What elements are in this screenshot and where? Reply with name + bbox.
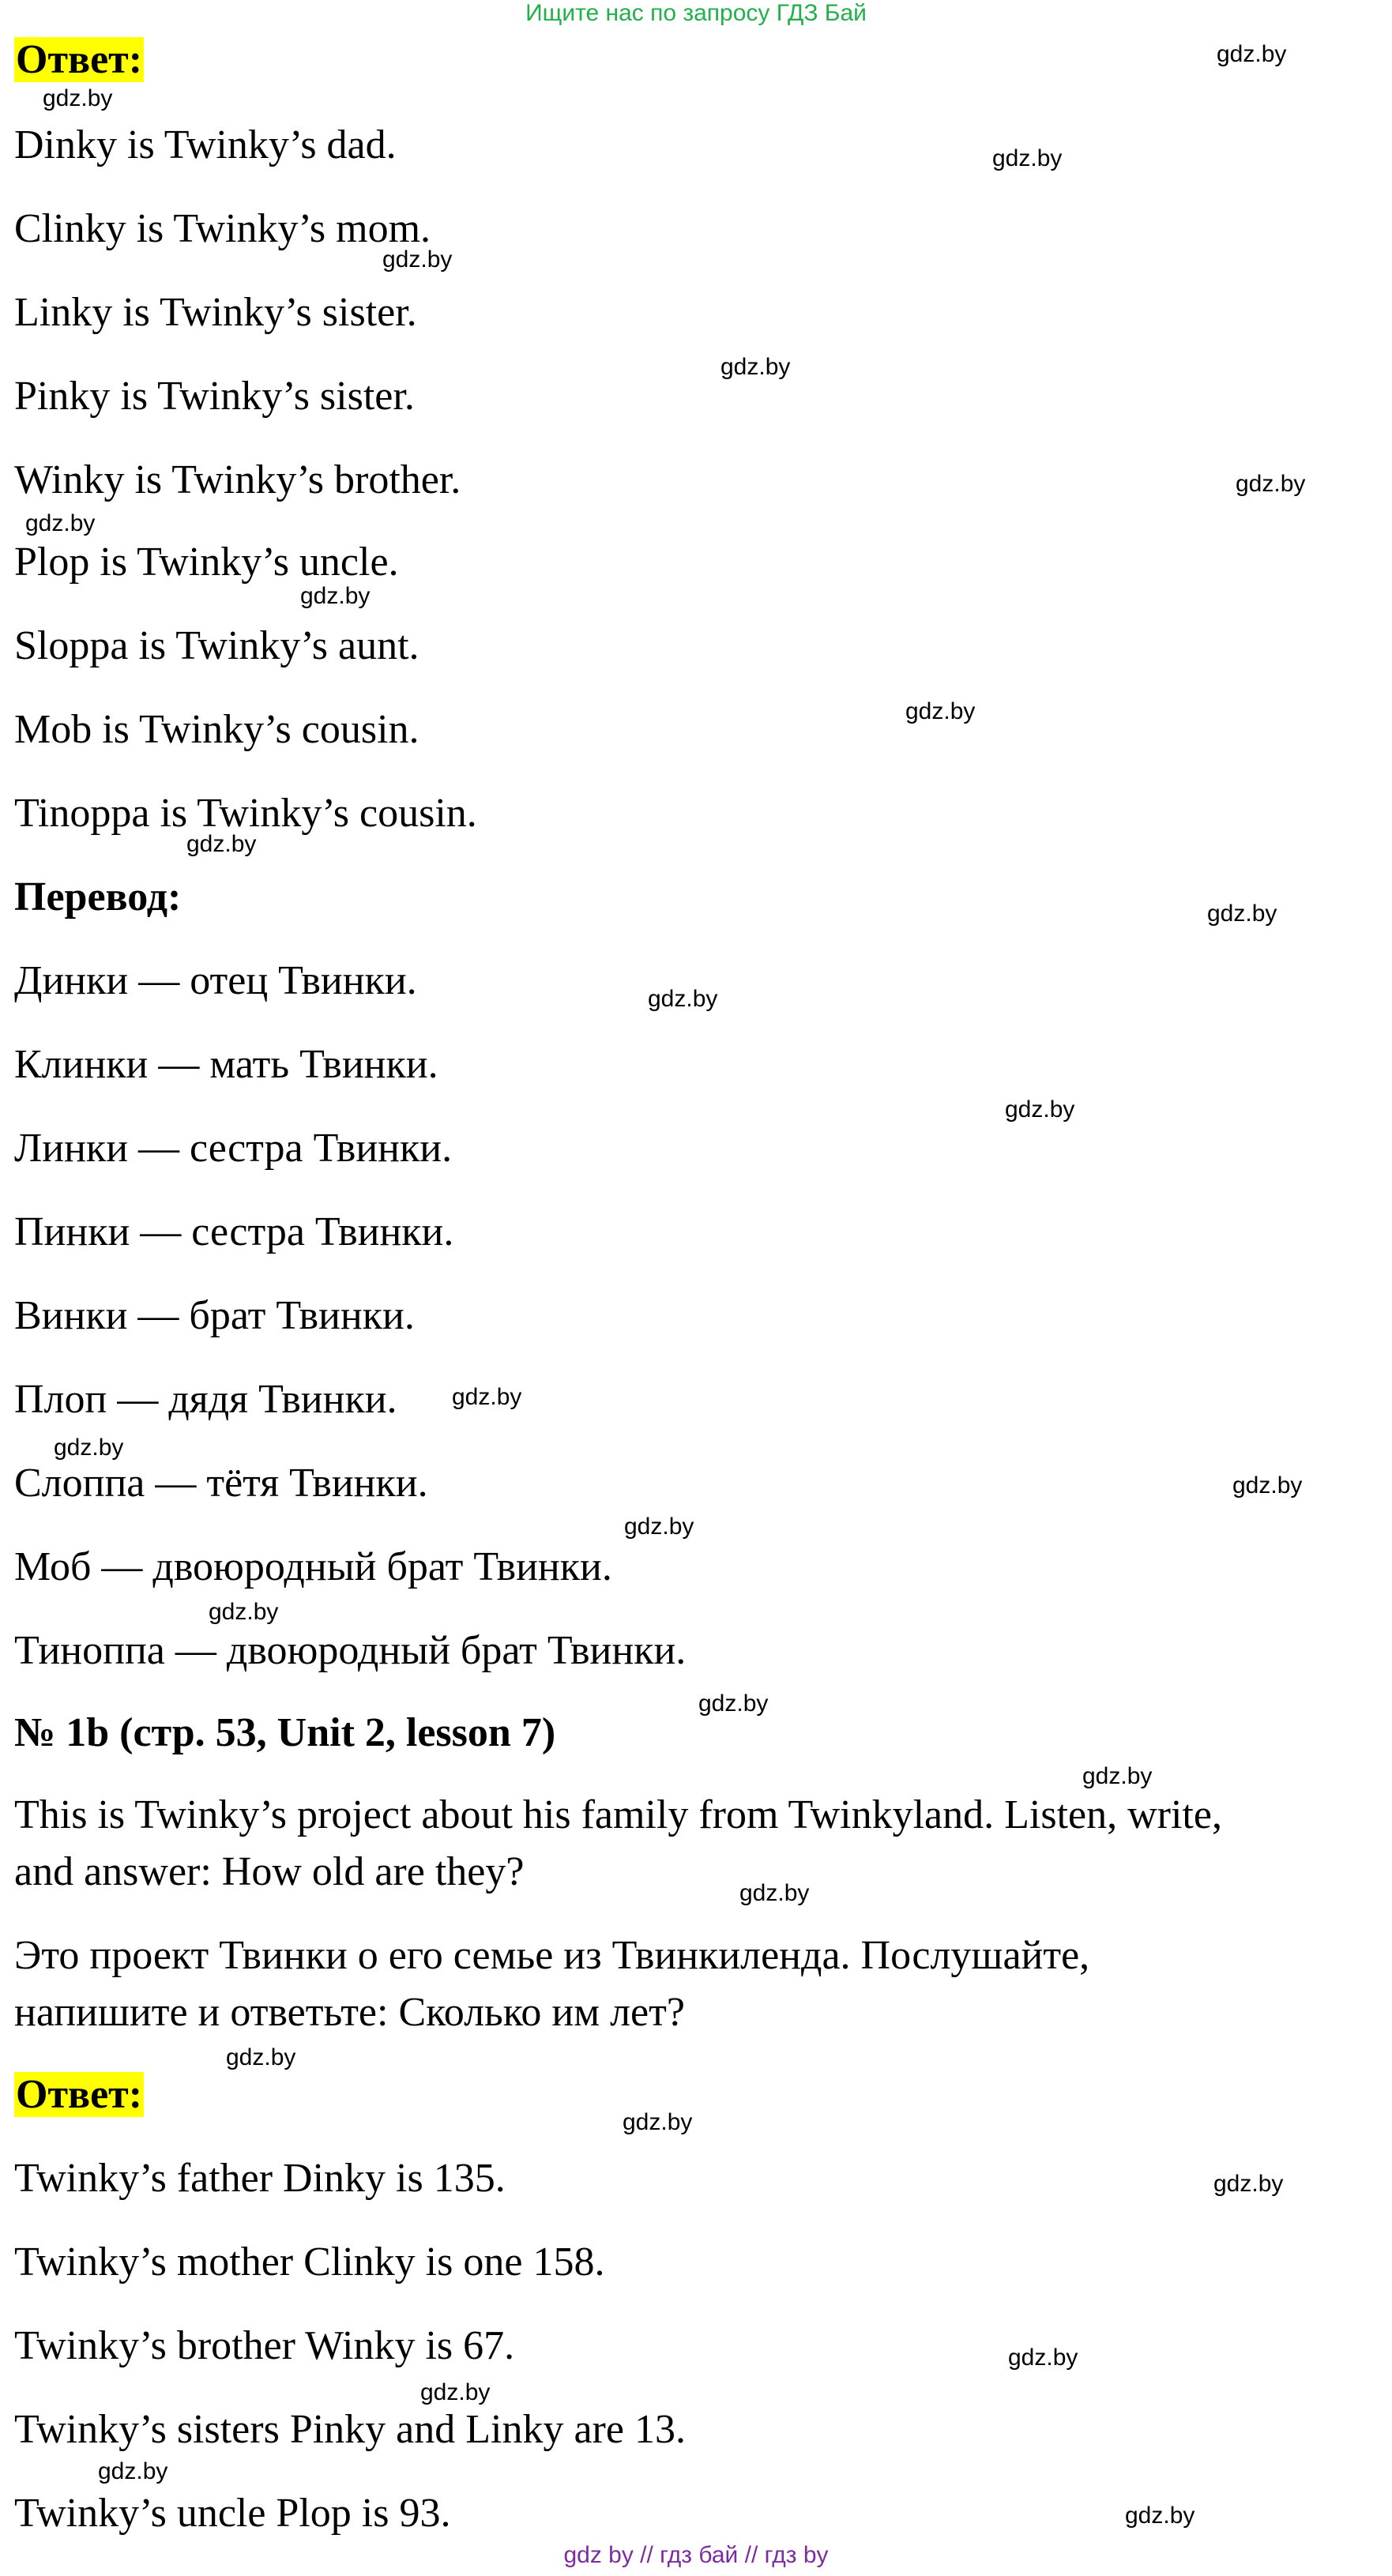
watermark: gdz.by [698, 1690, 769, 1717]
answer-line: Twinky’s uncle Plop is 93. [14, 2491, 451, 2536]
watermark: gdz.by [420, 2379, 491, 2405]
task-english-line: This is Twinky’s project about his family from Twinkyland. Listen, write, [14, 1792, 1222, 1837]
answer-label: Ответ: [16, 2072, 143, 2117]
answer-line: Pinky is Twinky’s sister. [14, 374, 415, 419]
translation-line: Линки — сестра Твинки. [14, 1126, 453, 1171]
answer-line: Linky is Twinky’s sister. [14, 290, 417, 335]
watermark: gdz.by [98, 2458, 168, 2484]
watermark: gdz.by [1005, 1096, 1075, 1123]
watermark: gdz.by [186, 831, 257, 857]
answer-line: Mob is Twinky’s cousin. [14, 707, 419, 752]
translation-line: Тиноппа — двоюродный брат Твинки. [14, 1628, 687, 1673]
top-banner: Ищите нас по запросу ГДЗ Бай [525, 0, 867, 26]
watermark: gdz.by [720, 354, 791, 380]
watermark: gdz.by [382, 246, 453, 273]
translation-line: Моб — двоюродный брат Твинки. [14, 1544, 612, 1589]
watermark: gdz.by [54, 1435, 124, 1461]
watermark: gdz.by [25, 510, 96, 536]
watermark: gdz.by [226, 2044, 296, 2070]
watermark: gdz.by [623, 2109, 693, 2135]
answer-line: Twinky’s mother Clinky is one 158. [14, 2239, 605, 2285]
task-english-line: and answer: How old are they? [14, 1849, 525, 1894]
translation-heading: Перевод: [14, 874, 182, 919]
watermark: gdz.by [43, 85, 113, 111]
answer-line: Tinoppa is Twinky’s cousin. [14, 791, 477, 836]
answer-label: Ответ: [16, 37, 143, 82]
task-title: № 1b (стр. 53, Unit 2, lesson 7) [14, 1710, 556, 1755]
watermark: gdz.by [624, 1514, 694, 1540]
answer-line: Winky is Twinky’s brother. [14, 457, 461, 502]
translation-line: Пинки — сестра Твинки. [14, 1209, 454, 1254]
watermark: gdz.by [300, 583, 371, 609]
answer-line: Clinky is Twinky’s mom. [14, 206, 431, 251]
translation-line: Слоппа — тётя Твинки. [14, 1461, 428, 1506]
answer-line: Twinky’s father Dinky is 135. [14, 2156, 506, 2201]
watermark: gdz.by [992, 145, 1063, 171]
watermark: gdz.by [209, 1599, 279, 1625]
watermark: gdz.by [1236, 471, 1306, 497]
watermark: gdz.by [1217, 41, 1287, 67]
watermark: gdz.by [739, 1880, 810, 1906]
answer-line: Plop is Twinky’s uncle. [14, 540, 399, 585]
translation-line: Динки — отец Твинки. [14, 958, 417, 1003]
watermark: gdz.by [1125, 2503, 1195, 2529]
answer-heading [14, 36, 144, 84]
answer-line: Twinky’s brother Winky is 67. [14, 2323, 515, 2368]
watermark: gdz.by [1008, 2345, 1078, 2371]
answer-line: Sloppa is Twinky’s aunt. [14, 623, 419, 668]
task-russian-line: Это проект Твинки о его семье из Твинкиленда. Послушайте, [14, 1933, 1090, 1978]
translation-line: Клинки — мать Твинки. [14, 1042, 438, 1087]
watermark: gdz.by [1207, 901, 1277, 927]
answer-heading [14, 2071, 144, 2119]
watermark: gdz.by [1082, 1763, 1153, 1789]
watermark: gdz.by [452, 1384, 522, 1410]
footer-links: gdz by // гдз бай // гдз by [563, 2542, 829, 2568]
answer-line: Twinky’s sisters Pinky and Linky are 13. [14, 2407, 686, 2452]
translation-line: Плоп — дядя Твинки. [14, 1377, 397, 1422]
watermark: gdz.by [905, 698, 976, 724]
answer-line: Dinky is Twinky’s dad. [14, 122, 397, 167]
watermark: gdz.by [1232, 1472, 1303, 1499]
task-russian-line: напишите и ответьте: Сколько им лет? [14, 1990, 685, 2035]
watermark: gdz.by [648, 986, 718, 1012]
translation-line: Винки — брат Твинки. [14, 1293, 415, 1338]
watermark: gdz.by [1213, 2171, 1284, 2197]
